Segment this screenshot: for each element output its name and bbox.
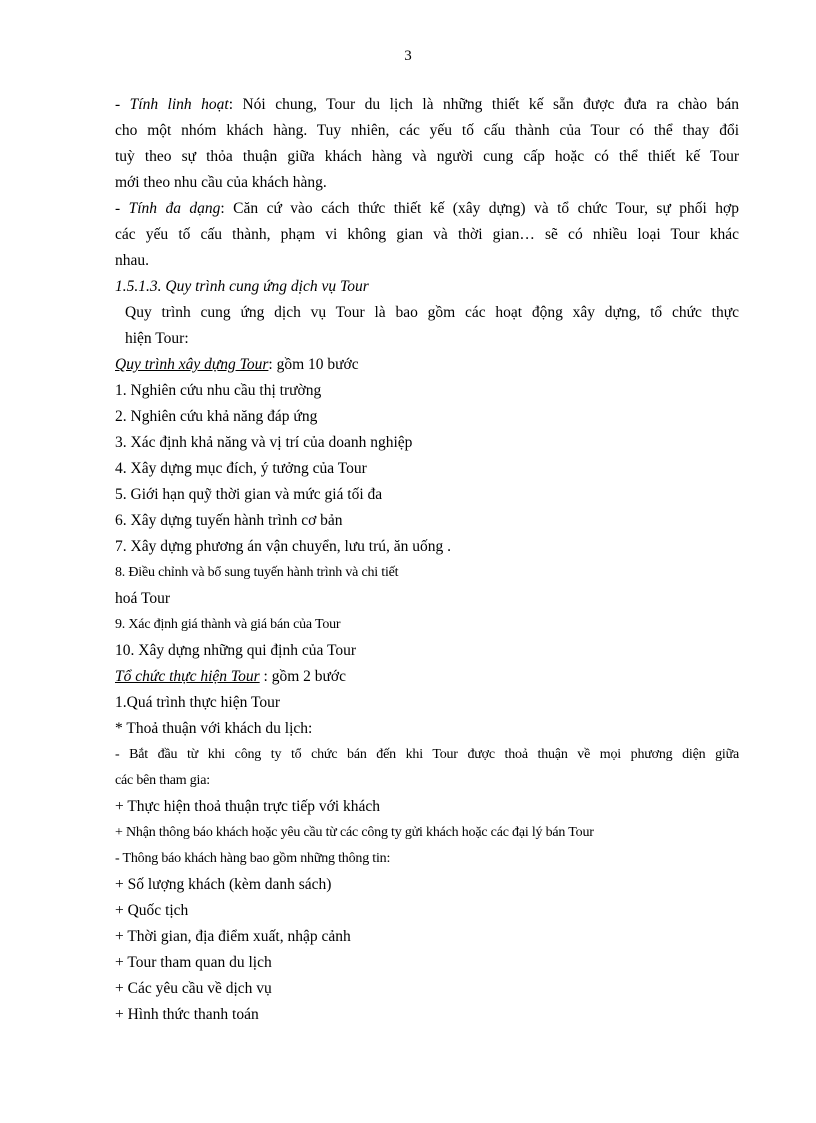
intro-line-2: hiện Tour:	[125, 330, 189, 347]
build-process-label: Quy trình xây dựng Tour	[115, 356, 269, 373]
execution-suffix: : gồm 2 bước	[259, 668, 346, 685]
diversity-line-1: : Căn cứ vào cách thức thiết kế (xây dựng) và tổ chức Tour, sự phối hợp	[220, 200, 739, 217]
diversity-paragraph-line-1: - Tính đa dạng: Căn cứ vào cách thức thiết kế (xây dựng) và tổ chức Tour, sự phối hợp	[115, 200, 739, 217]
flexibility-line-2: cho một nhóm khách hàng. Tuy nhiên, các yếu tố cấu thành của Tour có thể thay đổi	[115, 122, 739, 139]
info-item-5: + Các yêu cầu về dịch vụ	[115, 980, 272, 997]
agreement-line: * Thoả thuận với khách du lịch:	[115, 720, 313, 737]
direct-agreement-line: + Thực hiện thoả thuận trực tiếp với khách	[115, 798, 381, 815]
build-step-6: 6. Xây dựng tuyến hành trình cơ bản	[115, 512, 343, 529]
flexibility-paragraph-line-1: - Tính linh hoạt: Nói chung, Tour du lịch là những thiết kế sẵn được đưa ra chào bán	[115, 96, 739, 113]
info-item-2: + Quốc tịch	[115, 902, 189, 919]
execution-heading	[115, 664, 739, 690]
flexibility-line-4: mới theo nhu cầu của khách hàng.	[115, 174, 327, 191]
diversity-term: Tính đa dạng	[128, 200, 221, 217]
build-step-9: 9. Xác định giá thành và giá bán của Tour	[115, 617, 341, 632]
info-item-6: + Hình thức thanh toán	[115, 1006, 259, 1023]
diversity-line-3: nhau.	[115, 252, 150, 269]
execution-label: Tổ chức thực hiện Tour	[115, 668, 260, 685]
build-step-4: 4. Xây dựng mục đích, ý tưởng của Tour	[115, 460, 367, 477]
start-line-1: - Bắt đầu từ khi công ty tổ chức bán đến khi Tour được thoả thuận về mọi phương diện giữa	[115, 747, 739, 762]
build-step-7: 7. Xây dựng phương án vận chuyển, lưu trú, ăn uống .	[115, 538, 452, 555]
build-step-10: 10. Xây dựng những qui định của Tour	[115, 642, 357, 659]
build-process-heading	[115, 352, 739, 378]
execution-step-1: 1.Quá trình thực hiện Tour	[115, 694, 281, 711]
flexibility-line-1: : Nói chung, Tour du lịch là những thiết kế sẵn được đưa ra chào bán	[228, 96, 739, 113]
section-heading: 1.5.1.3. Quy trình cung ứng dịch vụ Tour	[115, 278, 369, 295]
info-item-3: + Thời gian, địa điểm xuất, nhập cảnh	[115, 928, 351, 945]
build-step-1: 1. Nghiên cứu nhu cầu thị trường	[115, 382, 322, 399]
diversity-line-2: các yếu tố cấu thành, phạm vi không gian và thời gian… sẽ có nhiều loại Tour khác	[115, 226, 739, 243]
notice-line: + Nhận thông báo khách hoặc yêu cầu từ các công ty gửi khách hoặc các đại lý bán Tour	[115, 825, 594, 840]
build-process-suffix: : gồm 10 bước	[268, 356, 359, 373]
build-step-5: 5. Giới hạn quỹ thời gian và mức giá tối đa	[115, 486, 383, 503]
page-number: 3	[404, 48, 412, 64]
info-item-1: + Số lượng khách (kèm danh sách)	[115, 876, 332, 893]
intro-line-1: Quy trình cung ứng dịch vụ Tour là bao gồm các hoạt động xây dựng, tổ chức thực	[125, 304, 739, 321]
document-body	[115, 92, 739, 1028]
flexibility-term: Tính linh hoạt	[129, 96, 229, 113]
build-step-3: 3. Xác định khả năng và vị trí của doanh nghiệp	[115, 434, 413, 451]
info-item-4: + Tour tham quan du lịch	[115, 954, 272, 971]
start-line-2: các bên tham gia:	[115, 773, 210, 788]
build-step-8: 8. Điều chỉnh và bổ sung tuyến hành trình và chi tiết	[115, 565, 399, 580]
build-step-2: 2. Nghiên cứu khả năng đáp ứng	[115, 408, 318, 425]
info-intro-line: - Thông báo khách hàng bao gồm những thông tin:	[115, 851, 391, 866]
flexibility-line-3: tuỳ theo sự thỏa thuận giữa khách hàng và người cung cấp hoặc có thể thiết kế Tour	[115, 148, 739, 165]
build-step-8-continued: hoá Tour	[115, 590, 171, 607]
